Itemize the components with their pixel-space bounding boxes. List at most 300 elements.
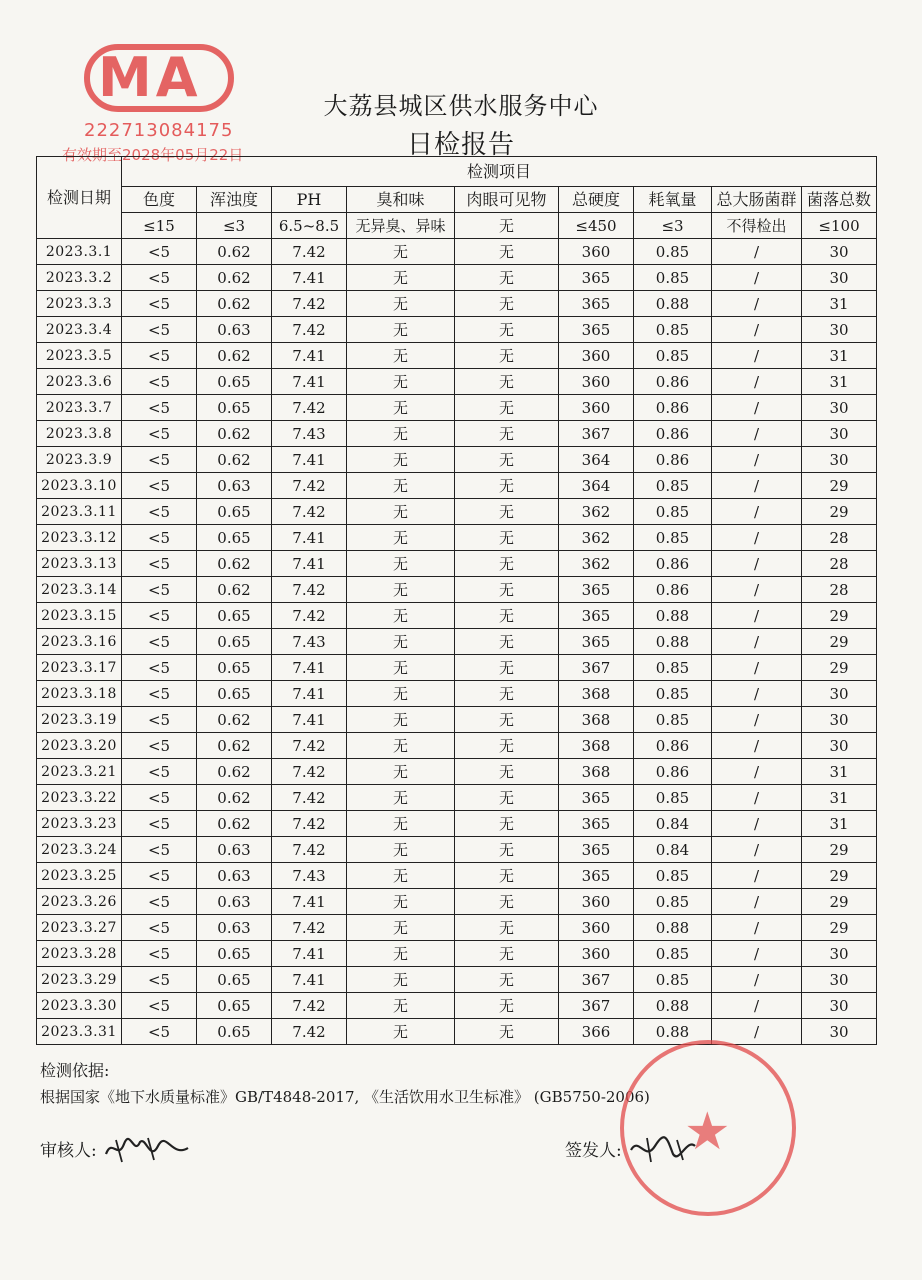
value-cell: 无 xyxy=(347,551,455,577)
value-cell: 7.42 xyxy=(272,395,347,421)
value-cell: 7.42 xyxy=(272,291,347,317)
value-cell: 0.62 xyxy=(197,239,272,265)
table-row xyxy=(37,733,877,759)
value-cell: 无 xyxy=(347,811,455,837)
value-cell: / xyxy=(712,1019,802,1045)
value-cell: 29 xyxy=(802,863,877,889)
date-cell: 2023.3.18 xyxy=(37,681,122,707)
column-header: 色度 xyxy=(122,187,197,213)
value-cell: <5 xyxy=(122,577,197,603)
table-row xyxy=(37,525,877,551)
column-limit: 无 xyxy=(455,213,559,239)
organization-title: 大荔县城区供水服务中心 xyxy=(323,92,599,120)
value-cell: 29 xyxy=(802,655,877,681)
date-cell: 2023.3.27 xyxy=(37,915,122,941)
value-cell: 无 xyxy=(455,785,559,811)
table-row xyxy=(37,915,877,941)
star-icon: ★ xyxy=(684,1102,731,1162)
column-limit: 6.5~8.5 xyxy=(272,213,347,239)
value-cell: 7.43 xyxy=(272,421,347,447)
value-cell: <5 xyxy=(122,1019,197,1045)
column-header: 菌落总数 xyxy=(802,187,877,213)
table-row xyxy=(37,473,877,499)
value-cell: 0.65 xyxy=(197,993,272,1019)
value-cell: 7.42 xyxy=(272,577,347,603)
value-cell: 364 xyxy=(559,447,634,473)
issuer-line xyxy=(565,1132,699,1171)
column-limit: 无异臭、异味 xyxy=(347,213,455,239)
value-cell: 7.43 xyxy=(272,863,347,889)
value-cell: 无 xyxy=(455,733,559,759)
value-cell: 30 xyxy=(802,265,877,291)
value-cell: 30 xyxy=(802,1019,877,1045)
value-cell: <5 xyxy=(122,395,197,421)
value-cell: <5 xyxy=(122,811,197,837)
value-cell: 0.65 xyxy=(197,941,272,967)
date-cell: 2023.3.26 xyxy=(37,889,122,915)
value-cell: 7.41 xyxy=(272,681,347,707)
value-cell: 无 xyxy=(347,421,455,447)
value-cell: 7.42 xyxy=(272,473,347,499)
value-cell: 365 xyxy=(559,863,634,889)
value-cell: 365 xyxy=(559,603,634,629)
value-cell: 360 xyxy=(559,369,634,395)
table-row xyxy=(37,629,877,655)
value-cell: 7.43 xyxy=(272,629,347,655)
value-cell: 0.86 xyxy=(634,447,712,473)
value-cell: 365 xyxy=(559,785,634,811)
value-cell: 0.65 xyxy=(197,499,272,525)
date-cell: 2023.3.8 xyxy=(37,421,122,447)
value-cell: 0.85 xyxy=(634,265,712,291)
value-cell: <5 xyxy=(122,291,197,317)
table-row xyxy=(37,785,877,811)
value-cell: 无 xyxy=(347,577,455,603)
date-cell: 2023.3.19 xyxy=(37,707,122,733)
date-cell: 2023.3.24 xyxy=(37,837,122,863)
value-cell: / xyxy=(712,577,802,603)
value-cell: 360 xyxy=(559,343,634,369)
value-cell: 无 xyxy=(455,941,559,967)
daily-test-table xyxy=(36,156,877,1045)
ma-stamp-validity: 有效期至2028年05月22日 xyxy=(62,146,244,164)
value-cell: 368 xyxy=(559,707,634,733)
value-cell: 30 xyxy=(802,707,877,733)
value-cell: 无 xyxy=(347,655,455,681)
date-cell: 2023.3.13 xyxy=(37,551,122,577)
column-limit: ≤100 xyxy=(802,213,877,239)
value-cell: 0.86 xyxy=(634,395,712,421)
value-cell: 0.65 xyxy=(197,369,272,395)
value-cell: / xyxy=(712,551,802,577)
value-cell: 无 xyxy=(455,421,559,447)
value-cell: 7.41 xyxy=(272,369,347,395)
value-cell: 0.62 xyxy=(197,343,272,369)
value-cell: 365 xyxy=(559,577,634,603)
value-cell: 0.85 xyxy=(634,343,712,369)
value-cell: 0.65 xyxy=(197,629,272,655)
value-cell: 无 xyxy=(455,499,559,525)
issuer-signature xyxy=(627,1132,699,1171)
table-row xyxy=(37,967,877,993)
value-cell: 0.62 xyxy=(197,291,272,317)
value-cell: 0.65 xyxy=(197,967,272,993)
value-cell: 7.42 xyxy=(272,785,347,811)
table-row xyxy=(37,707,877,733)
value-cell: / xyxy=(712,941,802,967)
value-cell: 29 xyxy=(802,603,877,629)
value-cell: <5 xyxy=(122,681,197,707)
value-cell: 7.42 xyxy=(272,759,347,785)
value-cell: 0.62 xyxy=(197,733,272,759)
value-cell: / xyxy=(712,265,802,291)
date-cell: 2023.3.15 xyxy=(37,603,122,629)
value-cell: 无 xyxy=(455,447,559,473)
value-cell: 无 xyxy=(455,343,559,369)
date-cell: 2023.3.7 xyxy=(37,395,122,421)
date-cell: 2023.3.6 xyxy=(37,369,122,395)
value-cell: 0.63 xyxy=(197,837,272,863)
value-cell: 0.85 xyxy=(634,967,712,993)
value-cell: 365 xyxy=(559,811,634,837)
table-row xyxy=(37,681,877,707)
value-cell: 0.85 xyxy=(634,785,712,811)
ma-stamp-letters: MA xyxy=(98,46,202,109)
value-cell: 无 xyxy=(347,499,455,525)
value-cell: / xyxy=(712,759,802,785)
value-cell: 0.86 xyxy=(634,759,712,785)
value-cell: 无 xyxy=(455,1019,559,1045)
date-cell: 2023.3.2 xyxy=(37,265,122,291)
date-cell: 2023.3.1 xyxy=(37,239,122,265)
value-cell: 7.42 xyxy=(272,915,347,941)
value-cell: 30 xyxy=(802,239,877,265)
table-row xyxy=(37,395,877,421)
value-cell: <5 xyxy=(122,603,197,629)
reviewer-label: 审核人: xyxy=(40,1141,97,1161)
value-cell: 28 xyxy=(802,577,877,603)
value-cell: / xyxy=(712,343,802,369)
value-cell: 无 xyxy=(347,733,455,759)
value-cell: <5 xyxy=(122,629,197,655)
value-cell: 360 xyxy=(559,889,634,915)
value-cell: 29 xyxy=(802,915,877,941)
column-header: PH xyxy=(272,187,347,213)
date-cell: 2023.3.31 xyxy=(37,1019,122,1045)
date-cell: 2023.3.14 xyxy=(37,577,122,603)
date-cell: 2023.3.28 xyxy=(37,941,122,967)
value-cell: 无 xyxy=(347,317,455,343)
value-cell: 0.62 xyxy=(197,785,272,811)
value-cell: 无 xyxy=(347,603,455,629)
value-cell: 0.86 xyxy=(634,577,712,603)
value-cell: <5 xyxy=(122,759,197,785)
table-row xyxy=(37,863,877,889)
value-cell: <5 xyxy=(122,499,197,525)
value-cell: 7.41 xyxy=(272,967,347,993)
column-header: 浑浊度 xyxy=(197,187,272,213)
value-cell: 无 xyxy=(455,265,559,291)
table-row xyxy=(37,1019,877,1045)
value-cell: 无 xyxy=(455,473,559,499)
date-cell: 2023.3.22 xyxy=(37,785,122,811)
value-cell: / xyxy=(712,967,802,993)
value-cell: <5 xyxy=(122,265,197,291)
value-cell: 30 xyxy=(802,941,877,967)
value-cell: 无 xyxy=(347,785,455,811)
value-cell: 7.42 xyxy=(272,239,347,265)
column-names-row xyxy=(37,187,877,213)
value-cell: <5 xyxy=(122,941,197,967)
value-cell: 366 xyxy=(559,1019,634,1045)
value-cell: 无 xyxy=(347,265,455,291)
value-cell: 28 xyxy=(802,525,877,551)
ma-stamp-code: 222713084175 xyxy=(84,120,234,141)
value-cell: 30 xyxy=(802,733,877,759)
table-row xyxy=(37,603,877,629)
value-cell: 无 xyxy=(455,915,559,941)
official-round-stamp xyxy=(620,1040,796,1216)
value-cell: 无 xyxy=(347,837,455,863)
value-cell: <5 xyxy=(122,473,197,499)
value-cell: 无 xyxy=(347,629,455,655)
value-cell: <5 xyxy=(122,967,197,993)
value-cell: 0.88 xyxy=(634,915,712,941)
value-cell: 0.65 xyxy=(197,655,272,681)
value-cell: 无 xyxy=(455,603,559,629)
value-cell: 0.85 xyxy=(634,889,712,915)
value-cell: 362 xyxy=(559,551,634,577)
date-cell: 2023.3.11 xyxy=(37,499,122,525)
value-cell: 无 xyxy=(347,291,455,317)
date-cell: 2023.3.4 xyxy=(37,317,122,343)
value-cell: 0.85 xyxy=(634,863,712,889)
value-cell: 无 xyxy=(455,681,559,707)
date-cell: 2023.3.12 xyxy=(37,525,122,551)
value-cell: 7.42 xyxy=(272,811,347,837)
value-cell: / xyxy=(712,655,802,681)
value-cell: / xyxy=(712,993,802,1019)
value-cell: / xyxy=(712,421,802,447)
date-cell: 2023.3.9 xyxy=(37,447,122,473)
value-cell: 0.85 xyxy=(634,499,712,525)
value-cell: / xyxy=(712,629,802,655)
date-cell: 2023.3.10 xyxy=(37,473,122,499)
value-cell: 0.62 xyxy=(197,551,272,577)
table-row xyxy=(37,343,877,369)
value-cell: 30 xyxy=(802,967,877,993)
value-cell: 368 xyxy=(559,733,634,759)
value-cell: 无 xyxy=(455,993,559,1019)
value-cell: 无 xyxy=(455,317,559,343)
value-cell: 7.41 xyxy=(272,889,347,915)
reviewer-signature xyxy=(102,1132,192,1171)
value-cell: 0.85 xyxy=(634,239,712,265)
table-row xyxy=(37,655,877,681)
column-limit: ≤3 xyxy=(634,213,712,239)
value-cell: 0.88 xyxy=(634,629,712,655)
value-cell: 无 xyxy=(347,863,455,889)
table-row xyxy=(37,577,877,603)
value-cell: 364 xyxy=(559,473,634,499)
table-body xyxy=(37,239,877,1045)
value-cell: 360 xyxy=(559,239,634,265)
date-cell: 2023.3.5 xyxy=(37,343,122,369)
value-cell: 29 xyxy=(802,837,877,863)
basis-label: 检测依据: xyxy=(40,1061,110,1080)
column-header: 臭和味 xyxy=(347,187,455,213)
table-row xyxy=(37,941,877,967)
table-row xyxy=(37,811,877,837)
value-cell: / xyxy=(712,447,802,473)
value-cell: / xyxy=(712,291,802,317)
value-cell: <5 xyxy=(122,551,197,577)
value-cell: 0.62 xyxy=(197,265,272,291)
value-cell: 7.42 xyxy=(272,1019,347,1045)
date-cell: 2023.3.21 xyxy=(37,759,122,785)
value-cell: <5 xyxy=(122,421,197,447)
value-cell: 7.41 xyxy=(272,551,347,577)
value-cell: 7.41 xyxy=(272,655,347,681)
value-cell: 无 xyxy=(347,681,455,707)
value-cell: 362 xyxy=(559,525,634,551)
table-row xyxy=(37,837,877,863)
value-cell: <5 xyxy=(122,239,197,265)
value-cell: 无 xyxy=(455,525,559,551)
value-cell: 31 xyxy=(802,785,877,811)
value-cell: 360 xyxy=(559,941,634,967)
table-row xyxy=(37,551,877,577)
value-cell: 30 xyxy=(802,421,877,447)
value-cell: 28 xyxy=(802,551,877,577)
value-cell: / xyxy=(712,733,802,759)
value-cell: 0.86 xyxy=(634,369,712,395)
value-cell: 7.41 xyxy=(272,525,347,551)
value-cell: 无 xyxy=(455,551,559,577)
value-cell: 0.63 xyxy=(197,915,272,941)
value-cell: 367 xyxy=(559,993,634,1019)
value-cell: 7.42 xyxy=(272,603,347,629)
value-cell: <5 xyxy=(122,447,197,473)
value-cell: <5 xyxy=(122,369,197,395)
value-cell: <5 xyxy=(122,733,197,759)
value-cell: <5 xyxy=(122,707,197,733)
value-cell: 0.63 xyxy=(197,863,272,889)
date-cell: 2023.3.23 xyxy=(37,811,122,837)
value-cell: 367 xyxy=(559,655,634,681)
value-cell: 360 xyxy=(559,915,634,941)
value-cell: 无 xyxy=(347,447,455,473)
value-cell: 无 xyxy=(347,915,455,941)
value-cell: 无 xyxy=(455,967,559,993)
value-cell: 30 xyxy=(802,395,877,421)
value-cell: 0.85 xyxy=(634,317,712,343)
value-cell: 367 xyxy=(559,421,634,447)
value-cell: 0.88 xyxy=(634,291,712,317)
date-cell: 2023.3.29 xyxy=(37,967,122,993)
value-cell: 无 xyxy=(347,369,455,395)
value-cell: <5 xyxy=(122,889,197,915)
value-cell: 0.62 xyxy=(197,759,272,785)
value-cell: 29 xyxy=(802,889,877,915)
value-cell: / xyxy=(712,863,802,889)
column-limit: ≤3 xyxy=(197,213,272,239)
value-cell: 无 xyxy=(347,889,455,915)
value-cell: 0.65 xyxy=(197,603,272,629)
value-cell: 7.41 xyxy=(272,447,347,473)
value-cell: 无 xyxy=(455,811,559,837)
issuer-label: 签发人: xyxy=(565,1141,622,1161)
test-items-header: 检测项目 xyxy=(122,157,877,187)
value-cell: 0.65 xyxy=(197,525,272,551)
value-cell: 无 xyxy=(347,473,455,499)
value-cell: 0.85 xyxy=(634,473,712,499)
value-cell: 0.63 xyxy=(197,889,272,915)
value-cell: / xyxy=(712,707,802,733)
value-cell: 无 xyxy=(455,889,559,915)
value-cell: 30 xyxy=(802,993,877,1019)
value-cell: 无 xyxy=(455,629,559,655)
value-cell: <5 xyxy=(122,915,197,941)
value-cell: 7.42 xyxy=(272,993,347,1019)
value-cell: <5 xyxy=(122,343,197,369)
value-cell: 29 xyxy=(802,629,877,655)
value-cell: 无 xyxy=(347,993,455,1019)
value-cell: 365 xyxy=(559,265,634,291)
value-cell: 0.65 xyxy=(197,395,272,421)
value-cell: 无 xyxy=(347,941,455,967)
value-cell: 365 xyxy=(559,837,634,863)
value-cell: 0.63 xyxy=(197,317,272,343)
value-cell: 31 xyxy=(802,291,877,317)
value-cell: 7.41 xyxy=(272,265,347,291)
column-header: 耗氧量 xyxy=(634,187,712,213)
value-cell: 0.88 xyxy=(634,1019,712,1045)
value-cell: / xyxy=(712,785,802,811)
value-cell: 360 xyxy=(559,395,634,421)
value-cell: 7.41 xyxy=(272,343,347,369)
table-row xyxy=(37,291,877,317)
value-cell: 365 xyxy=(559,317,634,343)
value-cell: 0.62 xyxy=(197,811,272,837)
value-cell: 365 xyxy=(559,291,634,317)
table-row xyxy=(37,421,877,447)
value-cell: <5 xyxy=(122,837,197,863)
value-cell: 无 xyxy=(455,239,559,265)
value-cell: 无 xyxy=(455,369,559,395)
value-cell: 31 xyxy=(802,759,877,785)
column-header: 总硬度 xyxy=(559,187,634,213)
value-cell: 无 xyxy=(455,837,559,863)
value-cell: 无 xyxy=(455,655,559,681)
value-cell: 7.41 xyxy=(272,707,347,733)
value-cell: 无 xyxy=(455,707,559,733)
value-cell: 无 xyxy=(347,525,455,551)
value-cell: 0.62 xyxy=(197,447,272,473)
value-cell: 29 xyxy=(802,499,877,525)
value-cell: 0.62 xyxy=(197,421,272,447)
value-cell: 0.84 xyxy=(634,811,712,837)
value-cell: 30 xyxy=(802,681,877,707)
table-row xyxy=(37,239,877,265)
table-row xyxy=(37,265,877,291)
value-cell: 无 xyxy=(347,395,455,421)
date-cell: 2023.3.16 xyxy=(37,629,122,655)
value-cell: <5 xyxy=(122,863,197,889)
value-cell: 0.85 xyxy=(634,941,712,967)
value-cell: 368 xyxy=(559,759,634,785)
column-limits-row xyxy=(37,213,877,239)
